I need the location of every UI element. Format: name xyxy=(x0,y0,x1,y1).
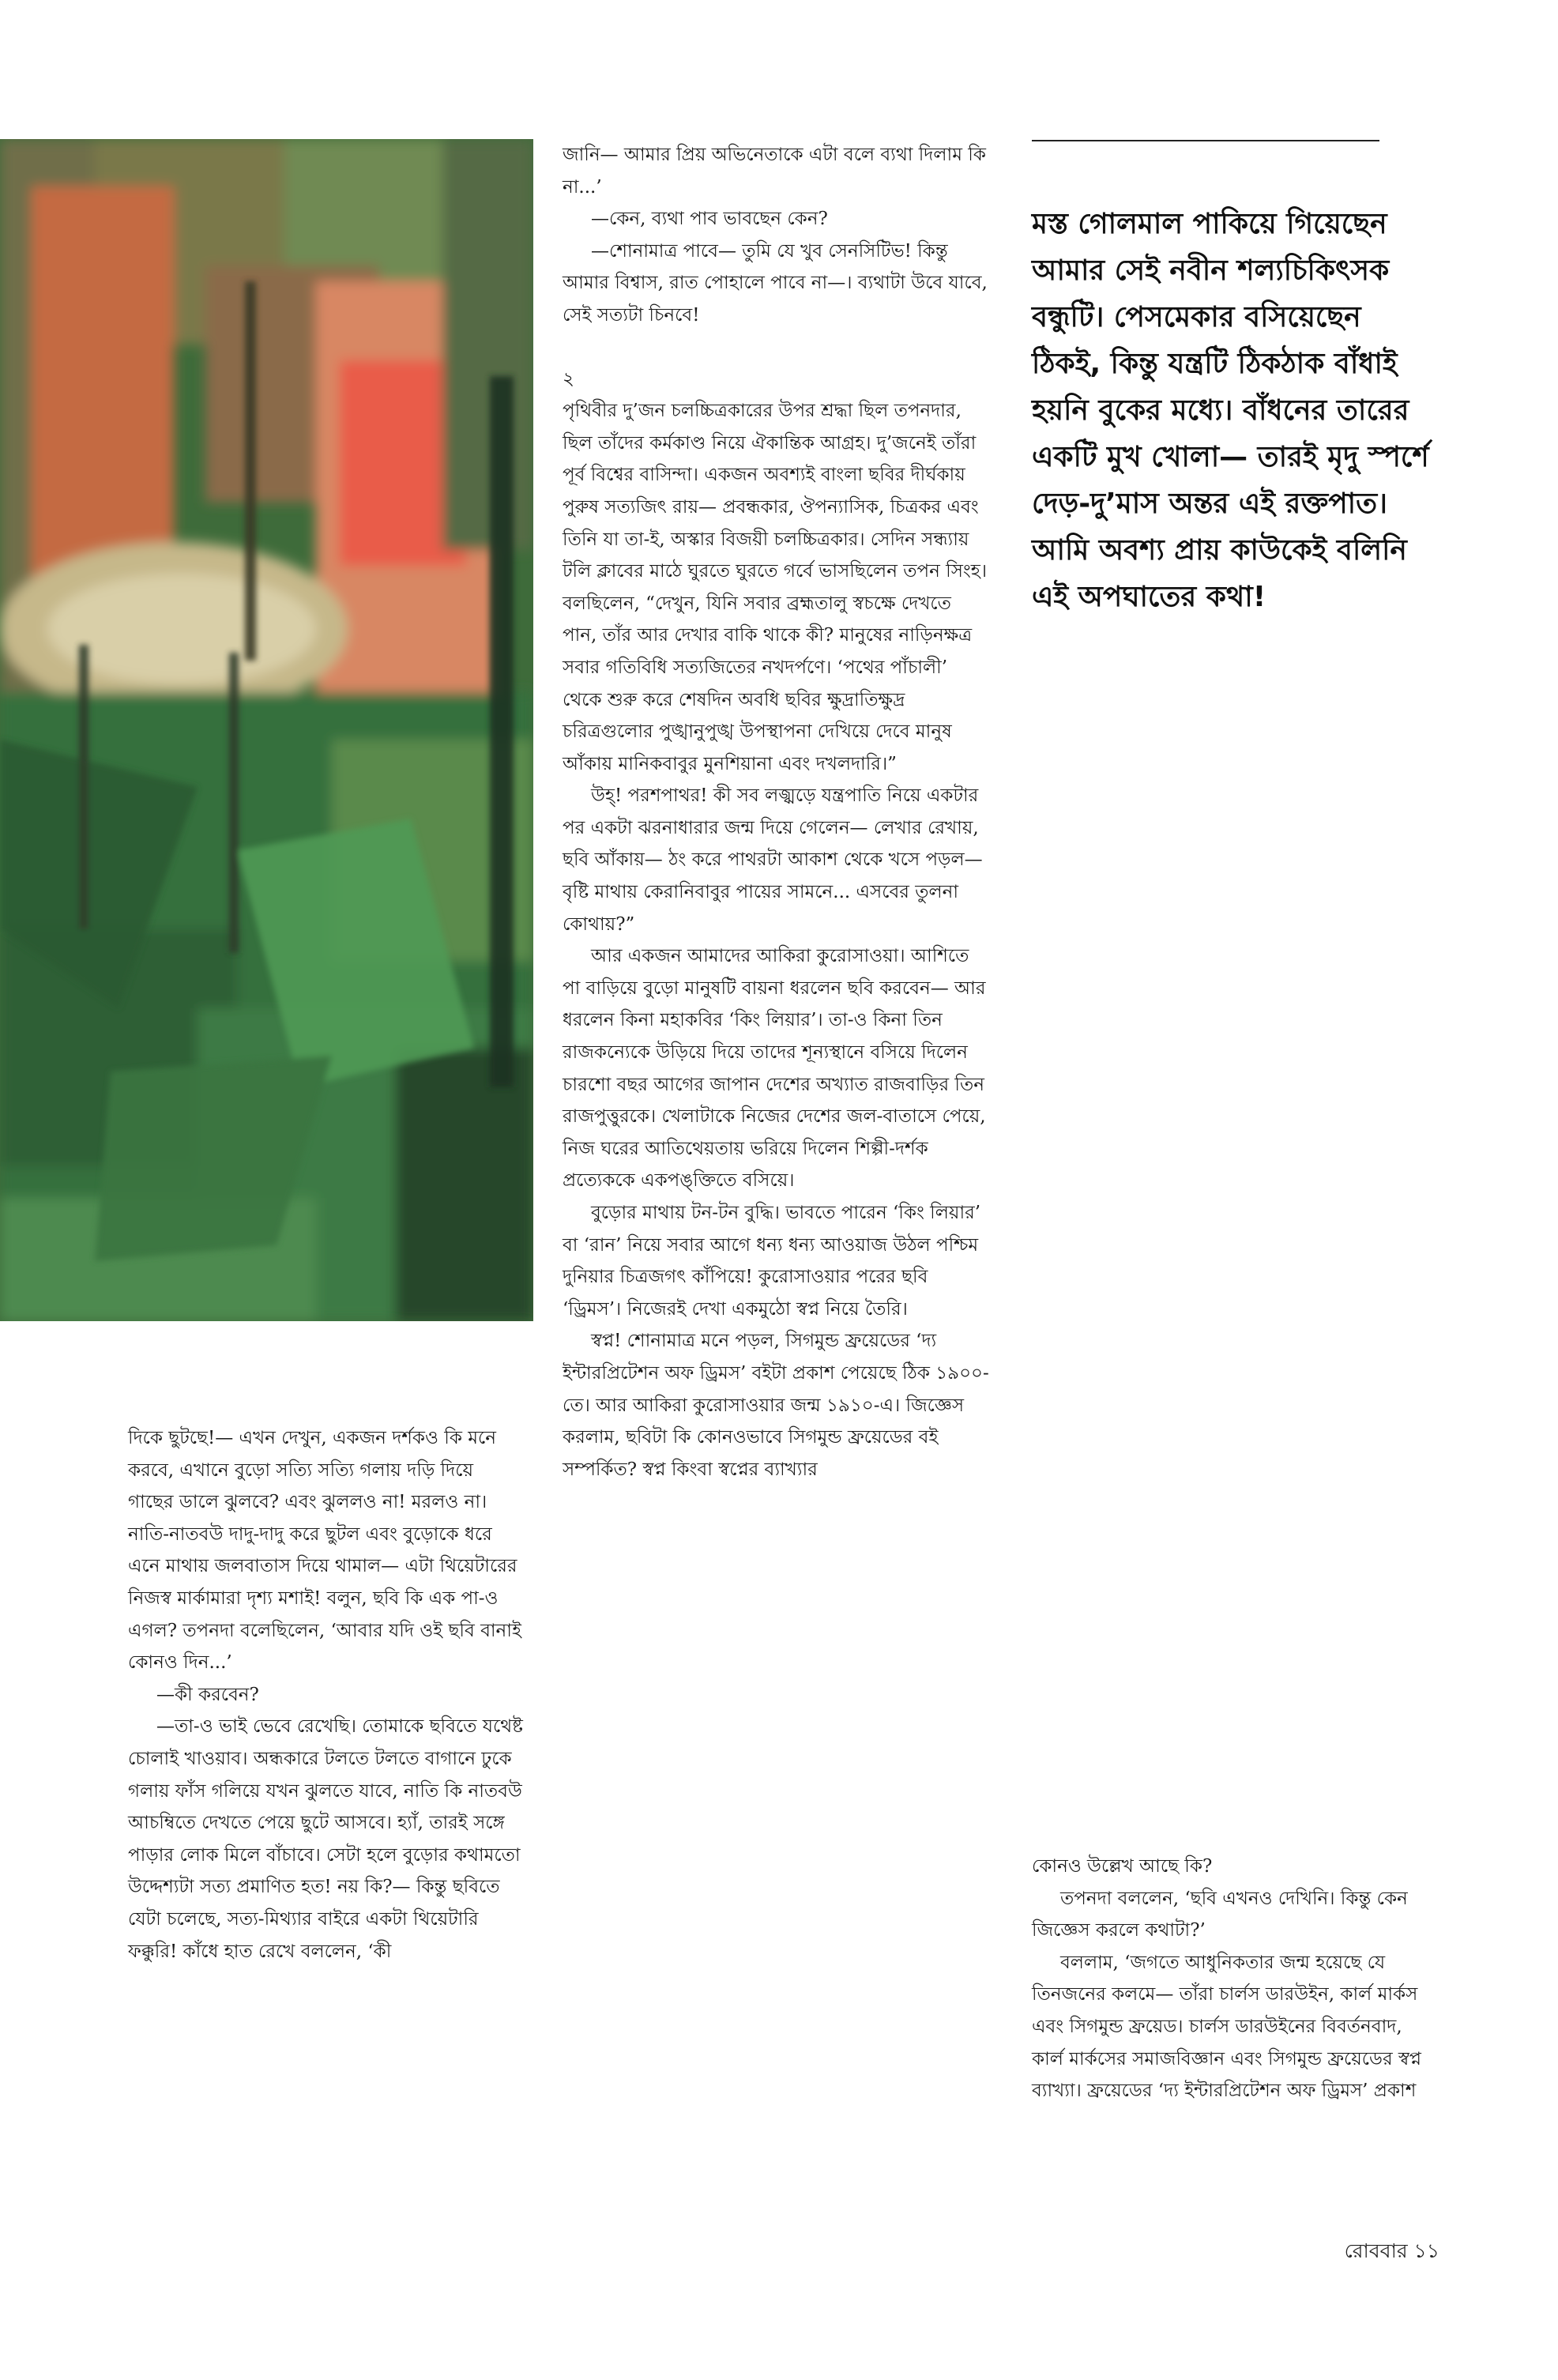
article-column-middle xyxy=(563,139,989,1486)
body-paragraph: —শোনামাত্র পাবে— তুমি যে খুব সেনসিটিভ! কিন্তু আমার বিশ্বাস, রাত পোহালে পাবে না—। ব্যথাটা উবে যাবে, সেই সত্যটা চিনবে! xyxy=(563,240,988,326)
body-paragraph: তপনদা বললেন, ‘ছবি এখনও দেখিনি। কিন্তু কেন জিজ্ঞেস করলে কথাটা?’ xyxy=(1032,1888,1408,1941)
body-paragraph: কোনও উল্লেখ আছে কি? xyxy=(1032,1856,1213,1877)
body-paragraph: স্বপ্ন! শোনামাত্র মনে পড়ল, সিগমুন্ড ফ্রয়েডের ‘দ্য ইন্টারপ্রিটেশন অফ ড্রিমস’ বইটা প্রকাশ পেয়েছে ঠিক ১৯০০-তে। আর আকিরা কুরোসাওয়ার জন্ম ১৯১০-এ। জিজ্ঞেস করলাম, ছবিটা কি কোনওভাবে সিগমুন্ড ফ্রয়েডের বই সম্পর্কিত? স্বপ্ন কিংবা স্বপ্নের ব্যাখ্যার xyxy=(563,1331,989,1480)
body-paragraph: পৃথিবীর দু’জন চলচ্চিত্রকারের উপর শ্রদ্ধা ছিল তপনদার, ছিল তাঁদের কর্মকাণ্ড নিয়ে ঐকান্তিক আগ্রহ। দু’জনেই তাঁরা পূর্ব বিশ্বের বাসিন্দা। একজন অবশ্যই বাংলা ছবির দীর্ঘকায় পুরুষ সত্যজিৎ রায়— প্রবন্ধকার, ঔপন্যাসিক, চিত্রকর এবং তিনি যা তা-ই, অস্কার বিজয়ী চলচ্চিত্রকার। সেদিন সন্ধ্যায় টলি ক্লাবের মাঠে ঘুরতে ঘুরতে গর্বে ভাসছিলেন তপন সিংহ। বলছিলেন, “দেখুন, যিনি সবার ব্রহ্মতালু স্বচক্ষে দেখতে পান, তাঁর আর দেখার বাকি থাকে কী? মানুষের নাড়িনক্ষত্র সবার গতিবিধি সত্যজিতের নখদর্পণে। ‘পথের পাঁচালী’ থেকে শুরু করে শেষদিন অবধি ছবির ক্ষুদ্রাতিক্ষুদ্র চরিত্রগুলোর পুঙ্খানুপুঙ্খ উপস্থাপনা দেখিয়ে দেবে মানুষ আঁকায় মানিকবাবুর মুনশিয়ানা এবং দখলদারি।” xyxy=(563,401,988,774)
painting-image xyxy=(0,139,533,1321)
pull-quote: মস্ত গোলমাল পাকিয়ে গিয়েছেন আমার সেই নবীন শল্যচিকিৎসক বন্ধুটি। পেসমেকার বসিয়েছেন ঠিকই, কিন্তু যন্ত্রটি ঠিকঠাক বাঁধাই হয়নি বুকের মধ্যে। বাঁধনের তারের একটি মুখ খোলা— তারই মৃদু স্পর্শে দেড়-দু’মাস অন্তর এই রক্তপাত। আমি অবশ্য প্রায় কাউকেই বলিনি এই অপঘাতের কথা! xyxy=(1032,208,1429,613)
page-folio: রোববার ১১ xyxy=(1344,2239,1439,2262)
body-paragraph: —কী করবেন? xyxy=(156,1684,259,1705)
article-column-right xyxy=(1032,1851,1439,2107)
painting-illustration xyxy=(0,139,533,1321)
pull-quote-rule xyxy=(1032,140,1379,141)
body-paragraph: দিকে ছুটছে!— এখন দেখুন, একজন দর্শকও কি মনে করবে, এখানে বুড়ো সত্যি সত্যি গলায় দড়ি দিয়ে গাছের ডালে ঝুলবে? এবং ঝুললও না! মরলও না। নাতি-নাতবউ দাদু-দাদু করে ছুটল এবং বুড়োকে ধরে এনে মাথায় জলবাতাস দিয়ে থামাল— এটা থিয়েটারের নিজস্ব মার্কামারা দৃশ্য মশাই! বলুন, ছবি কি এক পা-ও এগল? তপনদা বলেছিলেন, ‘আবার যদি ওই ছবি বানাই কোনও দিন...’ xyxy=(128,1428,521,1674)
body-paragraph: —কেন, ব্যথা পাব ভাবছেন কেন? xyxy=(591,209,828,230)
article-column-left xyxy=(128,1422,523,1968)
section-number: ২ xyxy=(563,368,574,390)
body-paragraph: উহ্! পরশপাথর! কী সব লজ্ঝড়ে যন্ত্রপাতি নিয়ে একটার পর একটা ঝরনাধারার জন্ম দিয়ে গেলেন— লেখার রেখায়, ছবি আঁকায়— ঠং করে পাথরটা আকাশ থেকে খসে পড়ল— বৃষ্টি মাথায় কেরানিবাবুর পায়ের সামনে... এসবের তুলনা কোথায়?” xyxy=(563,785,983,935)
body-paragraph: জানি— আমার প্রিয় অভিনেতাকে এটা বলে ব্যথা দিলাম কি না...’ xyxy=(563,145,986,198)
body-paragraph: বললাম, ‘জগতে আধুনিকতার জন্ম হয়েছে যে তিনজনের কলমে— তাঁরা চার্লস ডারউইন, কার্ল মার্কস এবং সিগমুন্ড ফ্রয়েড। চার্লস ডারউইনের বিবর্তনবাদ, কার্ল মার্কসের সমাজবিজ্ঞান এবং সিগমুন্ড ফ্রয়েডের স্বপ্ন ব্যাখ্যা। ফ্রয়েডের ‘দ্য ইন্টারপ্রিটেশন অফ ড্রিমস’ প্রকাশ xyxy=(1032,1952,1422,2102)
body-paragraph: বুড়োর মাথায় টন-টন বুদ্ধি। ভাবতে পারেন ‘কিং লিয়ার’ বা ‘রান’ নিয়ে সবার আগে ধন্য ধন্য আওয়াজ উঠল পশ্চিম দুনিয়ার চিত্রজগৎ কাঁপিয়ে! কুরোসাওয়ার পরের ছবি ‘ড্রিমস’। নিজেরই দেখা একমুঠো স্বপ্ন নিয়ে তৈরি। xyxy=(563,1203,981,1320)
body-paragraph: —তা-ও ভাই ভেবে রেখেছি। তোমাকে ছবিতে যথেষ্ট চোলাই খাওয়াব। অন্ধকারে টলতে টলতে বাগানে ঢুকে গলায় ফাঁস গলিয়ে যখন ঝুলতে যাবে, নাতি কি নাতবউ আচম্বিতে দেখতে পেয়ে ছুটে আসবে। হ্যাঁ, তারই সঙ্গে পাড়ার লোক মিলে বাঁচাবে। সেটা হলে বুড়োর কথামতো উদ্দেশ্যটা সত্য প্রমাণিত হত! নয় কি?— কিন্তু ছবিতে যেটা চলেছে, সত্য-মিথ্যার বাইরে একটা থিয়েটারি ফক্কুরি! কাঁধে হাত রেখে বললেন, ‘কী xyxy=(128,1716,523,1962)
body-paragraph: আর একজন আমাদের আকিরা কুরোসাওয়া। আশিতে পা বাড়িয়ে বুড়ো মানুষটি বায়না ধরলেন ছবি করবেন— আর ধরলেন কিনা মহাকবির ‘কিং লিয়ার’। তা-ও কিনা তিন রাজকন্যেকে উড়িয়ে দিয়ে তাদের শূন্যস্থানে বসিয়ে দিলেন চারশো বছর আগের জাপান দেশের অখ্যাত রাজবাড়ির তিন রাজপুত্তুরকে। খেলাটাকে নিজের দেশের জল-বাতাসে পেয়ে, নিজ ঘরের আতিথেয়তায় ভরিয়ে দিলেন শিল্পী-দর্শক প্রত্যেককে একপঙ্‌ক্তিতে বসিয়ে। xyxy=(563,946,986,1192)
